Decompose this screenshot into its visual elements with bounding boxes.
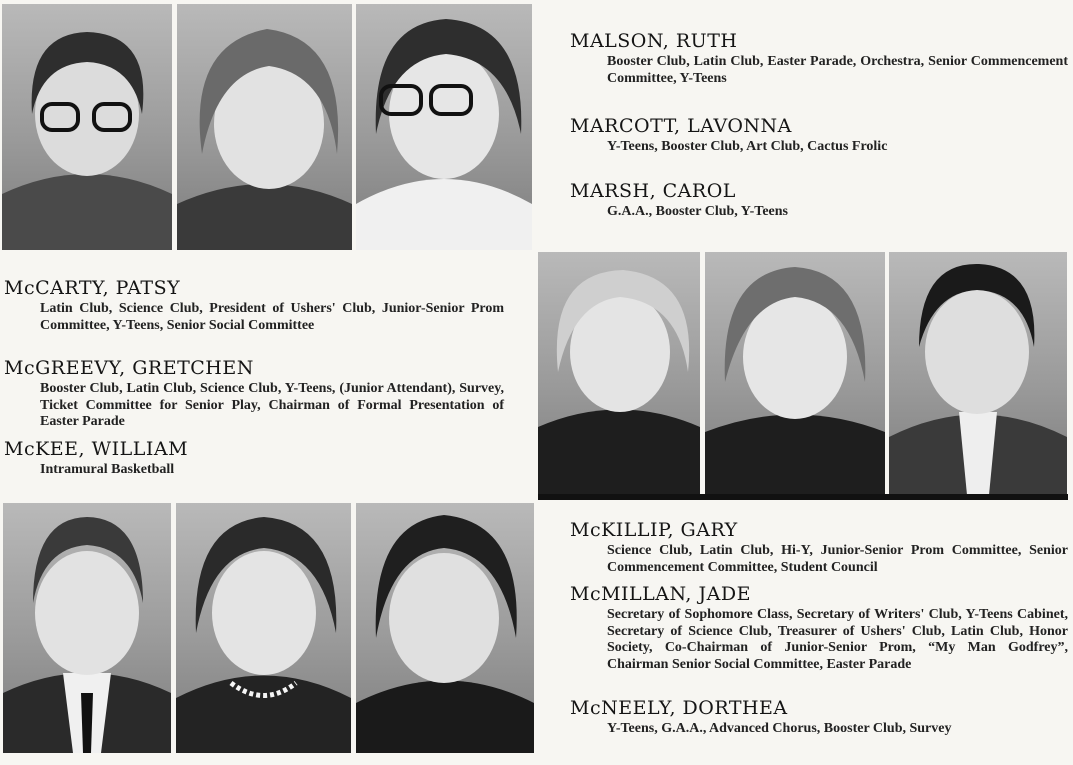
student-activities: Y-Teens, G.A.A., Advanced Chorus, Booster Club, Survey <box>607 721 952 736</box>
student-entry-mcmillan <box>570 583 1068 673</box>
student-name: MARCOTT, LAVONNA <box>570 115 792 137</box>
student-entry-mcneely <box>570 697 1068 738</box>
student-name: McGREEVY, GRETCHEN <box>4 357 254 379</box>
student-name: McCARTY, PATSY <box>4 277 181 299</box>
portrait-photo-6 <box>889 252 1067 495</box>
student-name: MALSON, RUTH <box>570 30 738 52</box>
portrait-photo-9 <box>356 503 534 753</box>
student-activities: Latin Club, Science Club, President of Ushers' Club, Junior-Senior Prom Committee, Y-Teens, Senior Social Committee <box>40 301 504 333</box>
portrait-photo-2 <box>177 4 352 250</box>
portrait-photo-8 <box>176 503 351 753</box>
student-entry-mckillip <box>570 519 1068 576</box>
student-activities: Science Club, Latin Club, Hi-Y, Junior-Senior Prom Committee, Senior Commencement Committee, Student Council <box>607 543 1068 575</box>
photo-row-underline <box>538 494 1068 500</box>
student-entry-marcott <box>570 115 1068 156</box>
student-entry-mccarty <box>4 277 504 334</box>
portrait-photo-4 <box>538 252 700 495</box>
student-activities: Intramural Basketball <box>40 462 175 477</box>
student-entry-malson <box>570 30 1068 87</box>
portrait-photo-3 <box>356 4 532 250</box>
portrait-photo-7 <box>3 503 171 753</box>
student-name: MARSH, CAROL <box>570 180 736 202</box>
student-entry-marsh <box>570 180 1068 221</box>
student-activities: G.A.A., Booster Club, Y-Teens <box>607 204 788 219</box>
student-entry-mckee <box>4 438 504 479</box>
portrait-photo-5 <box>705 252 885 495</box>
student-name: McKILLIP, GARY <box>570 519 738 541</box>
student-name: McNEELY, DORTHEA <box>570 697 788 719</box>
student-activities: Y-Teens, Booster Club, Art Club, Cactus Frolic <box>607 139 888 154</box>
portrait-photo-1 <box>2 4 172 250</box>
student-name: McKEE, WILLIAM <box>4 438 189 460</box>
student-entry-mcgreevy <box>4 357 504 431</box>
student-activities: Booster Club, Latin Club, Science Club, Y-Teens, (Junior Attendant), Survey, Ticket Committee for Senior Play, Chairman of Formal Presentation of Easter Parade <box>40 381 504 429</box>
student-activities: Secretary of Sophomore Class, Secretary of Writers' Club, Y-Teens Cabinet, Secretary of Science Club, Treasurer of Ushers' Club, Latin Club, Honor Society, Co-Chairman of Junior-Senior Prom, “My Man Godfrey”, Chairman Senior Social Committee, Easter Parade <box>607 607 1068 672</box>
student-activities: Booster Club, Latin Club, Easter Parade, Orchestra, Senior Commencement Committee, Y-Teens <box>607 54 1068 86</box>
student-name: McMILLAN, JADE <box>570 583 751 605</box>
